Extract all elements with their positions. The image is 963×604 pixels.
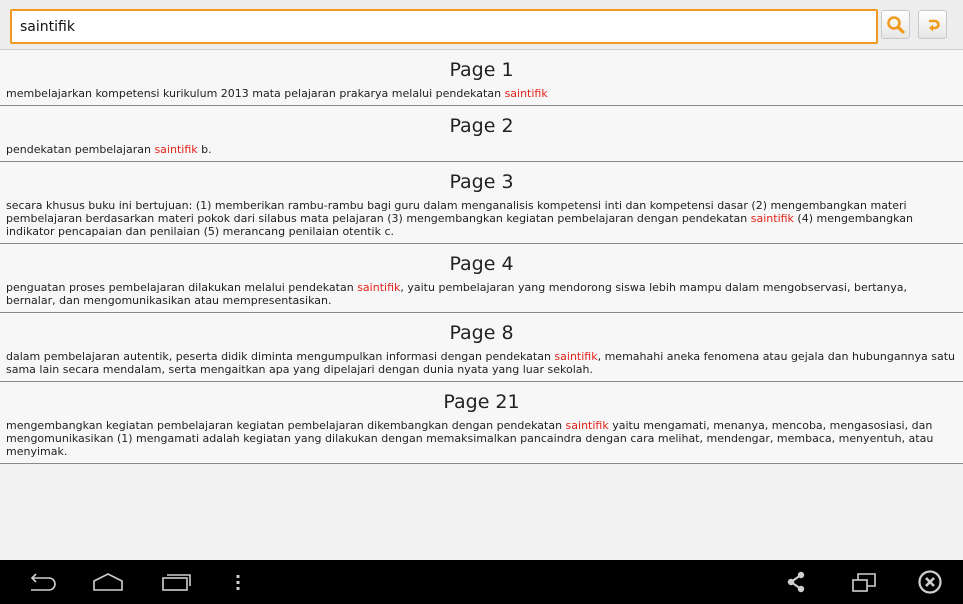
search-highlight: saintifik <box>554 350 598 363</box>
home-button[interactable] <box>88 566 128 598</box>
close-button[interactable] <box>912 566 948 598</box>
share-button[interactable] <box>778 566 814 598</box>
window-button[interactable] <box>846 566 882 598</box>
result-page-title: Page 3 <box>449 171 514 193</box>
snippet-text: yaitu mengamati, menanya, mencoba, mengasosiasi, dan mengomunikasikan (1) mengamati adalah kegiatan yang dilakukan dengan memaksimalkan pancaindra dengan cara melihat, mendengar, membaca, menyentuh, atau menyimak. <box>6 419 934 458</box>
result-page-title: Page 1 <box>449 59 514 81</box>
recent-apps-icon <box>159 571 193 593</box>
search-button[interactable] <box>881 10 910 39</box>
snippet-text: (4) mengembangkan indikator pencapaian dan penilaian (5) merancang penilaian otentik c. <box>6 212 913 238</box>
magnifier-icon <box>886 15 906 35</box>
overflow-menu-button[interactable] <box>228 566 248 598</box>
recent-apps-button[interactable] <box>156 566 196 598</box>
result-snippet <box>6 87 957 100</box>
result-item[interactable] <box>0 50 963 106</box>
result-page-title: Page 2 <box>449 115 514 137</box>
window-icon <box>851 570 877 594</box>
snippet-text: secara khusus buku ini bertujuan: (1) memberikan rambu-rambu bagi guru dalam menganalisis kompetensi inti dan kompetensi dasar (2) mengembangkan materi pembelajaran berdasarkan materi pokok dari silabus mata pelajaran (3) mengembangkan kegiatan pembelajaran dengan pendekatan <box>6 199 907 225</box>
search-highlight: saintifik <box>565 419 609 432</box>
snippet-text: penguatan proses pembelajaran dilakukan melalui pendekatan <box>6 281 358 294</box>
snippet-text: b. <box>197 143 212 156</box>
snippet-text: , yaitu pembelajaran yang mendorong siswa lebih mampu dalam mengobservasi, bertanya, bernalar, dan mengomunikasikan atau mempresentasikan. <box>6 281 908 307</box>
system-navigation-bar <box>0 560 963 604</box>
search-highlight: saintifik <box>154 143 198 156</box>
search-input[interactable] <box>10 9 878 44</box>
overflow-menu-icon <box>234 571 242 593</box>
snippet-text: membelajarkan kompetensi kurikulum 2013 mata pelajaran prakarya melalui pendekatan <box>6 87 505 100</box>
result-page-title: Page 8 <box>449 322 514 344</box>
close-circle-icon <box>917 569 943 595</box>
result-snippet <box>6 350 957 376</box>
result-item[interactable] <box>0 162 963 244</box>
snippet-text: mengembangkan kegiatan pembelajaran kegiatan pembelajaran dikembangkan dengan pendekatan <box>6 419 566 432</box>
result-page-title: Page 4 <box>449 253 514 275</box>
search-results-list <box>0 50 963 560</box>
snippet-text: , memahahi aneka fenomena atau gejala dan hubungannya satu sama lain secara mendalam, serta mengaitkan apa yang dipelajari dengan dunia nyata yang luar sekolah. <box>6 350 956 376</box>
search-highlight: saintifik <box>504 87 548 100</box>
search-toolbar <box>0 0 963 50</box>
result-page-title: Page 21 <box>443 391 520 413</box>
back-icon <box>25 571 59 593</box>
snippet-text: pendekatan pembelajaran <box>6 143 155 156</box>
snippet-text: dalam pembelajaran autentik, peserta didik diminta mengumpulkan informasi dengan pendekatan <box>6 350 555 363</box>
search-highlight: saintifik <box>357 281 401 294</box>
result-snippet <box>6 281 957 307</box>
home-icon <box>91 571 125 593</box>
result-item[interactable] <box>0 244 963 313</box>
result-snippet <box>6 419 957 458</box>
search-highlight: saintifik <box>750 212 794 225</box>
result-item[interactable] <box>0 382 963 464</box>
return-button[interactable] <box>918 10 947 39</box>
share-icon <box>784 570 808 594</box>
result-snippet <box>6 199 957 238</box>
result-item[interactable] <box>0 106 963 162</box>
back-button[interactable] <box>22 566 62 598</box>
result-snippet <box>6 143 957 156</box>
result-item[interactable] <box>0 313 963 382</box>
return-arrow-icon <box>924 16 942 34</box>
